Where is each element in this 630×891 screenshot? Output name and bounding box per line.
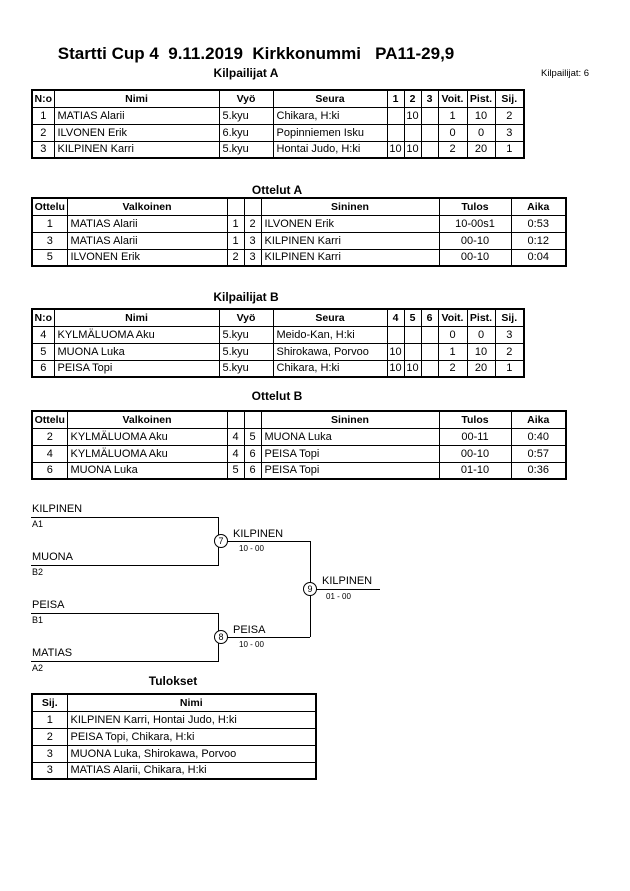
col-header-sininen: Sininen [261, 198, 439, 215]
cell-m1: 10 [387, 360, 404, 377]
cell-n1: 1 [227, 215, 244, 232]
col-header-sij: Sij. [32, 694, 67, 711]
cell-nimi: MUONA Luka, Shirokawa, Porvoo [67, 745, 316, 762]
cell-voit: 0 [438, 326, 467, 343]
cell-sij: 3 [32, 745, 67, 762]
cell-ottelu: 6 [32, 462, 67, 479]
bracket-line [219, 637, 310, 638]
cell-m1: 10 [387, 141, 404, 158]
col-header-tulos: Tulos [439, 411, 511, 428]
col-header-m2: 5 [404, 309, 421, 326]
bracket-line [31, 565, 219, 566]
cell-m2 [404, 343, 421, 360]
cell-voit: 2 [438, 141, 467, 158]
bracket-slot-name: MUONA [32, 551, 73, 563]
pool-b-table [31, 308, 525, 378]
cell-sij: 1 [495, 360, 524, 377]
bracket-winner-name: KILPINEN [233, 528, 284, 540]
cell-pist: 0 [467, 326, 495, 343]
table-row [32, 124, 524, 141]
cell-m2: 10 [404, 141, 421, 158]
cell-tulos: 00-10 [439, 249, 511, 266]
cell-voit: 1 [438, 343, 467, 360]
cell-tulos: 01-10 [439, 462, 511, 479]
page-title: Startti Cup 4 9.11.2019 Kirkkonummi PA11-29,9 [57, 44, 455, 63]
table-row [32, 141, 524, 158]
cell-tulos: 00-10 [439, 232, 511, 249]
cell-seura: Hontai Judo, H:ki [273, 141, 387, 158]
cell-n2: 3 [244, 232, 261, 249]
cell-n2: 6 [244, 462, 261, 479]
cell-tulos: 00-11 [439, 428, 511, 445]
pool-a-heading: Kilpailijat A [213, 66, 279, 80]
cell-no: 4 [32, 326, 54, 343]
cell-vyo: 5.kyu [219, 360, 273, 377]
header-row [32, 411, 566, 428]
col-header-m1: 1 [387, 90, 404, 107]
col-header-pist: Pist. [467, 90, 495, 107]
cell-m3 [421, 124, 438, 141]
col-header-n1 [227, 411, 244, 428]
cell-m3 [421, 326, 438, 343]
cell-aika: 0:40 [511, 428, 566, 445]
cell-vyo: 5.kyu [219, 326, 273, 343]
matches-b-heading: Ottelut B [251, 389, 303, 403]
cell-aika: 0:57 [511, 445, 566, 462]
col-header-valkoinen: Valkoinen [67, 198, 227, 215]
cell-seura: Meido-Kan, H:ki [273, 326, 387, 343]
table-row [32, 711, 316, 728]
cell-nimi: MATIAS Alarii, Chikara, H:ki [67, 762, 316, 779]
cell-nimi: MUONA Luka [54, 343, 219, 360]
table-row [32, 728, 316, 745]
col-header-voit: Voit. [438, 90, 467, 107]
cell-nimi: PEISA Topi [54, 360, 219, 377]
table-row [32, 215, 566, 232]
col-header-nimi: Nimi [67, 694, 316, 711]
header-row [32, 198, 566, 215]
pool-a-table [31, 89, 525, 159]
cell-tulos: 10-00s1 [439, 215, 511, 232]
cell-sij: 3 [32, 762, 67, 779]
cell-valkoinen: ILVONEN Erik [67, 249, 227, 266]
cell-no: 2 [32, 124, 54, 141]
cell-n1: 4 [227, 428, 244, 445]
col-header-m3: 3 [421, 90, 438, 107]
cell-pist: 0 [467, 124, 495, 141]
cell-ottelu: 3 [32, 232, 67, 249]
bracket-line [219, 541, 310, 542]
bracket-slot-name: KILPINEN [32, 503, 83, 515]
col-header-m2: 2 [404, 90, 421, 107]
bracket-slot-seed: A2 [32, 663, 44, 673]
table-row [32, 232, 566, 249]
pool-b-heading: Kilpailijat B [213, 290, 279, 304]
cell-m3 [421, 343, 438, 360]
table-row [32, 249, 566, 266]
cell-valkoinen: KYLMÄLUOMA Aku [67, 428, 227, 445]
cell-n1: 4 [227, 445, 244, 462]
table-row [32, 762, 316, 779]
cell-sininen: MUONA Luka [261, 428, 439, 445]
cell-sij: 3 [495, 124, 524, 141]
col-header-m1: 4 [387, 309, 404, 326]
cell-sij: 2 [495, 107, 524, 124]
cell-nimi: PEISA Topi, Chikara, H:ki [67, 728, 316, 745]
cell-sininen: KILPINEN Karri [261, 249, 439, 266]
cell-nimi: MATIAS Alarii [54, 107, 219, 124]
cell-voit: 1 [438, 107, 467, 124]
table-row [32, 360, 524, 377]
bracket-match-score: 01 - 00 [326, 592, 351, 601]
cell-m1 [387, 124, 404, 141]
bracket-slot-seed: A1 [32, 519, 44, 529]
cell-ottelu: 4 [32, 445, 67, 462]
cell-sij: 1 [32, 711, 67, 728]
col-header-ottelu: Ottelu [32, 411, 67, 428]
cell-sij: 3 [495, 326, 524, 343]
cell-m1: 10 [387, 343, 404, 360]
cell-no: 5 [32, 343, 54, 360]
cell-m1 [387, 107, 404, 124]
cell-voit: 0 [438, 124, 467, 141]
matches-a-heading: Ottelut A [251, 183, 303, 197]
table-row [32, 462, 566, 479]
cell-pist: 10 [467, 107, 495, 124]
cell-n1: 1 [227, 232, 244, 249]
cell-m3 [421, 141, 438, 158]
col-header-n1 [227, 198, 244, 215]
cell-valkoinen: MATIAS Alarii [67, 232, 227, 249]
cell-sij: 2 [495, 343, 524, 360]
bracket-line [31, 517, 219, 518]
col-header-n2 [244, 411, 261, 428]
matches-a-table [31, 197, 567, 267]
results-table [31, 693, 317, 780]
match-number-badge: 9 [303, 582, 317, 596]
cell-nimi: KYLMÄLUOMA Aku [54, 326, 219, 343]
cell-aika: 0:36 [511, 462, 566, 479]
col-header-tulos: Tulos [439, 198, 511, 215]
cell-no: 1 [32, 107, 54, 124]
cell-n2: 5 [244, 428, 261, 445]
col-header-nimi: Nimi [54, 309, 219, 326]
col-header-m3: 6 [421, 309, 438, 326]
col-header-ottelu: Ottelu [32, 198, 67, 215]
cell-aika: 0:12 [511, 232, 566, 249]
col-header-vyo: Vyö [219, 90, 273, 107]
cell-valkoinen: MUONA Luka [67, 462, 227, 479]
cell-seura: Chikara, H:ki [273, 107, 387, 124]
col-header-sij: Sij. [495, 90, 524, 107]
cell-valkoinen: MATIAS Alarii [67, 215, 227, 232]
header-row [32, 694, 316, 711]
bracket-winner-name: PEISA [233, 624, 266, 636]
col-header-valkoinen: Valkoinen [67, 411, 227, 428]
col-header-n2 [244, 198, 261, 215]
cell-m2: 10 [404, 360, 421, 377]
results-heading: Tulokset [148, 674, 198, 688]
col-header-sij: Sij. [495, 309, 524, 326]
bracket-slot-seed: B2 [32, 567, 44, 577]
cell-vyo: 5.kyu [219, 343, 273, 360]
cell-m2 [404, 124, 421, 141]
col-header-nimi: Nimi [54, 90, 219, 107]
cell-tulos: 00-10 [439, 445, 511, 462]
header-row [32, 90, 524, 107]
col-header-aika: Aika [511, 198, 566, 215]
cell-n1: 5 [227, 462, 244, 479]
bracket-line [310, 589, 380, 590]
cell-seura: Chikara, H:ki [273, 360, 387, 377]
cell-pist: 10 [467, 343, 495, 360]
cell-seura: Popinniemen Isku [273, 124, 387, 141]
bracket-line [31, 661, 219, 662]
cell-seura: Shirokawa, Porvoo [273, 343, 387, 360]
cell-vyo: 5.kyu [219, 107, 273, 124]
bracket-slot-seed: B1 [32, 615, 44, 625]
cell-nimi: ILVONEN Erik [54, 124, 219, 141]
cell-n2: 6 [244, 445, 261, 462]
cell-sij: 1 [495, 141, 524, 158]
table-row [32, 428, 566, 445]
bracket-line [31, 613, 219, 614]
cell-n1: 2 [227, 249, 244, 266]
cell-sininen: KILPINEN Karri [261, 232, 439, 249]
cell-voit: 2 [438, 360, 467, 377]
col-header-sininen: Sininen [261, 411, 439, 428]
table-row [32, 107, 524, 124]
cell-valkoinen: KYLMÄLUOMA Aku [67, 445, 227, 462]
cell-nimi: KILPINEN Karri [54, 141, 219, 158]
cell-n2: 2 [244, 215, 261, 232]
col-header-no: N:o [32, 90, 54, 107]
cell-m1 [387, 326, 404, 343]
bracket-match-score: 10 - 00 [239, 544, 264, 553]
col-header-aika: Aika [511, 411, 566, 428]
cell-aika: 0:04 [511, 249, 566, 266]
col-header-no: N:o [32, 309, 54, 326]
cell-sininen: ILVONEN Erik [261, 215, 439, 232]
cell-vyo: 6.kyu [219, 124, 273, 141]
cell-vyo: 5.kyu [219, 141, 273, 158]
header-row [32, 309, 524, 326]
cell-pist: 20 [467, 141, 495, 158]
col-header-pist: Pist. [467, 309, 495, 326]
cell-m2 [404, 326, 421, 343]
cell-no: 3 [32, 141, 54, 158]
table-row [32, 445, 566, 462]
table-row [32, 343, 524, 360]
col-header-seura: Seura [273, 309, 387, 326]
bracket-slot-name: MATIAS [32, 647, 73, 659]
cell-ottelu: 2 [32, 428, 67, 445]
bracket-match-score: 10 - 00 [239, 640, 264, 649]
cell-m3 [421, 360, 438, 377]
bracket-slot-name: PEISA [32, 599, 65, 611]
cell-aika: 0:53 [511, 215, 566, 232]
cell-sij: 2 [32, 728, 67, 745]
cell-ottelu: 5 [32, 249, 67, 266]
cell-n2: 3 [244, 249, 261, 266]
cell-sininen: PEISA Topi [261, 462, 439, 479]
match-number-badge: 7 [214, 534, 228, 548]
table-row [32, 745, 316, 762]
table-row [32, 326, 524, 343]
cell-nimi: KILPINEN Karri, Hontai Judo, H:ki [67, 711, 316, 728]
cell-m3 [421, 107, 438, 124]
col-header-voit: Voit. [438, 309, 467, 326]
cell-no: 6 [32, 360, 54, 377]
bracket-winner-name: KILPINEN [322, 575, 373, 587]
final-bracket [0, 500, 630, 680]
cell-ottelu: 1 [32, 215, 67, 232]
match-number-badge: 8 [214, 630, 228, 644]
cell-pist: 20 [467, 360, 495, 377]
matches-b-table [31, 410, 567, 480]
cell-m2: 10 [404, 107, 421, 124]
cell-sininen: PEISA Topi [261, 445, 439, 462]
competitors-count-label: Kilpailijat: 6 [541, 68, 590, 79]
col-header-seura: Seura [273, 90, 387, 107]
col-header-vyo: Vyö [219, 309, 273, 326]
